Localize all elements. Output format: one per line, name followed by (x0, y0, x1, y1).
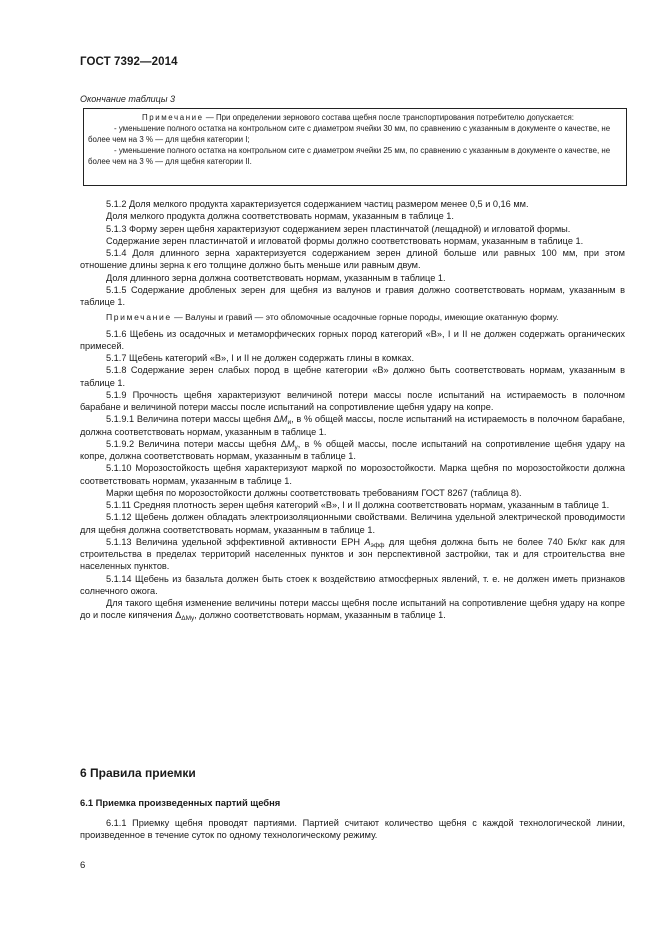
clause-5-1-10-grades: Марки щебня по морозостойкости должны соответствовать требованиям ГОСТ 8267 (таблица 8). (106, 487, 522, 498)
note-label: Примечание (142, 113, 204, 122)
clause-5-1-9-1: 5.1.9.1 Величина потери массы щебня $\Delta M_и$, в % общей массы, после испытаний на истираемость в полочном барабане, должна соответствовать нормам, указанным в таблице 1. (80, 414, 625, 437)
note-intro: Примечание — При определении зернового состава щебня после транспортирования потребителю допускается: (142, 113, 574, 122)
clause-5-1-11: 5.1.11 Средняя плотность зерен щебня категорий «В», I и II должна соответствовать нормам, указанным в таблице 1. (106, 500, 610, 510)
clause-5-1-8: 5.1.8 Содержание зерен слабых пород в щебне категории «В» должно быть соответствовать нормам, указанным в таблице 1. (80, 365, 625, 388)
note-boulders: Примечание — Валуны и гравий — это обломочные осадочные горные породы, имеющие окатанную форму. (106, 312, 559, 323)
clause-5-1-7: 5.1.7 Щебень категорий «В», I и II не должен содержать глины в комках. (106, 353, 415, 363)
clause-5-1-14: 5.1.14 Щебень из базальта должен быть стоек к воздействию атмосферных явлений, т. е. не должен иметь признаков солнечного ожога. (80, 573, 625, 596)
page-number: 6 (80, 860, 86, 871)
clause-5-1-6: 5.1.6 Щебень из осадочных и метаморфических горных пород категорий «В», I и II не должен содержать органических примесей. (80, 328, 625, 351)
clause-5-1-14-boiling: Для такого щебня изменение величины потери массы щебня после испытаний на сопротивление щебня удару на копре до и после кипячения $\Delta_{\Delta Mу}$, должно соответствовать нормам, указанным в таблице 1. (80, 598, 625, 623)
subsection-heading-batch-acceptance: 6.1 Приемка произведенных партий щебня (80, 797, 281, 808)
clause-5-1-10: 5.1.10 Морозостойкость щебня характеризуют маркой по морозостойкости. Марка щебня по морозостойкости должна соответствовать нормам, указанным в таблице 1. (80, 463, 625, 486)
clause-5-1-9-2: 5.1.9.2 Величина потери массы щебня $\Delta M_у$, в % общей массы, после испытаний на сопротивление щебня удару на копре, должна соответствовать нормам, указанным в таблице 1. (80, 438, 625, 461)
clause-5-1-4-norms: Доля длинного зерна должна соответствовать нормам, указанным в таблице 1. (106, 272, 446, 283)
document-title: ГОСТ 7392—2014 (80, 56, 178, 68)
clause-5-1-12: 5.1.12 Щебень должен обладать электроизоляционными свойствами. Величина удельной электрической проводимости для щебня должна соответствовать нормам, указанным в таблице 1. (80, 512, 625, 535)
clause-5-1-3-norms: Содержание зерен пластинчатой и игловатой формы должно соответствовать нормам, указанным в таблице 1. (106, 235, 584, 246)
clause-6-1-1: 6.1.1 Приемку щебня проводят партиями. Партией считают количество щебня с каждой технологической линии, произведенное в течение суток по одному технологическому режиму. (80, 818, 625, 841)
table-note-box (83, 108, 627, 186)
clause-5-1-3: 5.1.3 Форму зерен щебня характеризуют содержанием зерен пластинчатой (лещадной) и игловатой формы. (106, 223, 571, 234)
note-item-1: - уменьшение полного остатка на контрольном сите с диаметром ячейки 30 мм, по сравнению с указанным в документе о качестве, не более чем на 3 % — для щебня категории I; (88, 124, 611, 145)
clause-5-1-4: 5.1.4 Доля длинного зерна характеризуется содержанием зерен длиной больше или равных 100 мм, при этом отношение длины зерна к его толщине должно быть меньше или равным двум. (80, 248, 625, 271)
body-text (80, 198, 625, 622)
clause-5-1-5: 5.1.5 Содержание дробленых зерен для щебня из валунов и гравия должно соответствовать нормам, указанным в таблице 1. (80, 284, 625, 307)
table-continuation-caption: Окончание таблицы 3 (80, 94, 175, 104)
section-heading-acceptance-rules: 6 Правила приемки (80, 766, 196, 780)
acceptance-text (80, 817, 625, 842)
clause-5-1-2-norms: Доля мелкого продукта должна соответствовать нормам, указанным в таблице 1. (106, 211, 454, 222)
clause-5-1-9: 5.1.9 Прочность щебня характеризуют величиной потери массы после испытаний на истираемость в полочном барабане и величиной потери массы после испытаний на сопротивление щебня удару на копре. (80, 389, 625, 412)
clause-5-1-13: 5.1.13 Величина удельной эффективной активности ЕРН $A_{эфф}$ для щебня должна быть не более 740 Бк/кг как для строительства в пределах территорий населенных пунктов и зон перспективной застройки, так и для строительства вне населенных пунктов. (80, 536, 625, 572)
clause-5-1-2: 5.1.2 Доля мелкого продукта характеризуется содержанием частиц размером менее 0,5 и 0,16 мм. (106, 199, 529, 209)
note-item-2: - уменьшение полного остатка на контрольном сите с диаметром ячейки 25 мм, по сравнению с указанным в документе о качестве, не более чем на 3 % — для щебня категории II. (88, 146, 611, 167)
